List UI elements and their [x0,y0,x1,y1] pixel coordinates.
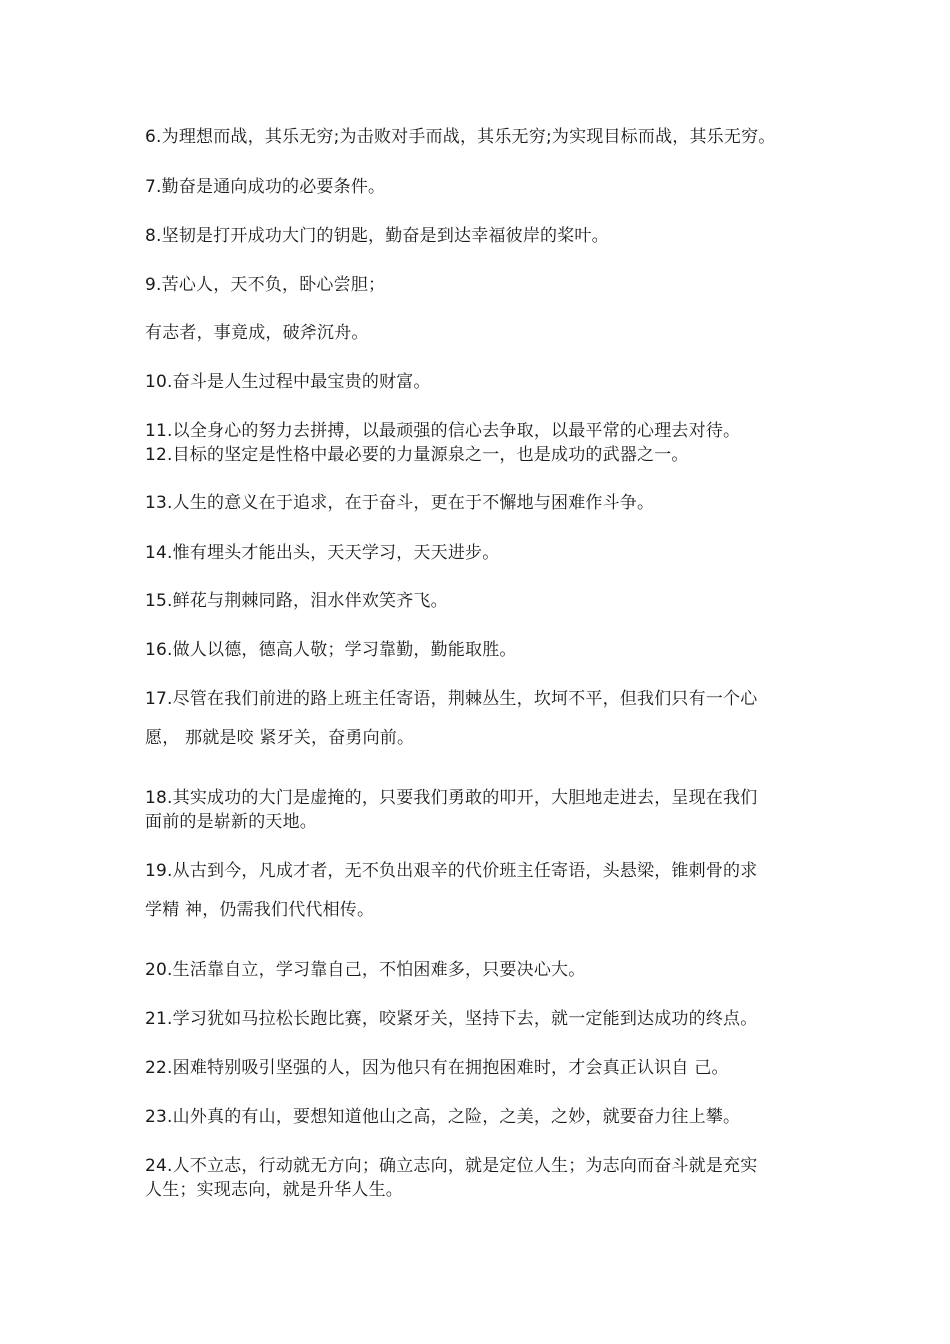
text-line: 13.人生的意义在于追求，在于奋斗，更在于不懈地与困难作斗争。 [145,493,655,513]
text-line: 22.困难特别吸引坚强的人，因为他只有在拥抱困难时，才会真正认识自 己。 [145,1058,729,1078]
text-line: 人生；实现志向，就是升华人生。 [145,1180,403,1200]
text-line: 7.勤奋是通向成功的必要条件。 [145,177,386,197]
text-line: 15.鲜花与荆棘同路，泪水伴欢笑齐飞。 [145,591,448,611]
text-line: 17.尽管在我们前进的路上班主任寄语，荆棘丛生，坎坷不平，但我们只有一个心 [145,689,758,709]
text-line: 有志者，事竟成，破斧沉舟。 [145,323,369,343]
text-line: 23.山外真的有山，要想知道他山之高，之险，之美，之妙，就要奋力往上攀。 [145,1107,741,1127]
text-line: 24.人不立志，行动就无方向；确立志向，就是定位人生；为志向而奋斗就是充实 [145,1156,758,1176]
text-line: 21.学习犹如马拉松长跑比赛，咬紧牙关，坚持下去，就一定能到达成功的终点。 [145,1009,758,1029]
text-line: 学精 神，仍需我们代代相传。 [145,900,375,920]
text-line: 19.从古到今，凡成才者，无不负出艰辛的代价班主任寄语，头悬梁，锥刺骨的求 [145,861,758,881]
text-line: 9.苦心人，天不负，卧心尝胆； [145,275,386,295]
text-line: 20.生活靠自立，学习靠自己，不怕困难多，只要决心大。 [145,960,586,980]
text-line: 18.其实成功的大门是虚掩的，只要我们勇敢的叩开，大胆地走进去，呈现在我们 [145,788,758,808]
text-line: 8.坚韧是打开成功大门的钥匙，勤奋是到达幸福彼岸的桨叶。 [145,226,609,246]
text-line: 16.做人以德，德高人敬；学习靠勤，勤能取胜。 [145,640,517,660]
text-line: 10.奋斗是人生过程中最宝贵的财富。 [145,372,431,392]
text-line: 14.惟有埋头才能出头，天天学习，天天进步。 [145,543,500,563]
text-line: 6.为理想而战，其乐无穷;为击败对手而战，其乐无穷;为实现目标而战，其乐无穷。 [145,127,776,147]
text-line: 愿， 那就是咬 紧牙关，奋勇向前。 [145,728,415,748]
text-line: 11.以全身心的努力去拼搏，以最顽强的信心去争取，以最平常的心理去对待。 [145,421,741,441]
text-line: 面前的是崭新的天地。 [145,812,317,832]
text-line: 12.目标的坚定是性格中最必要的力量源泉之一，也是成功的武器之一。 [145,445,689,465]
